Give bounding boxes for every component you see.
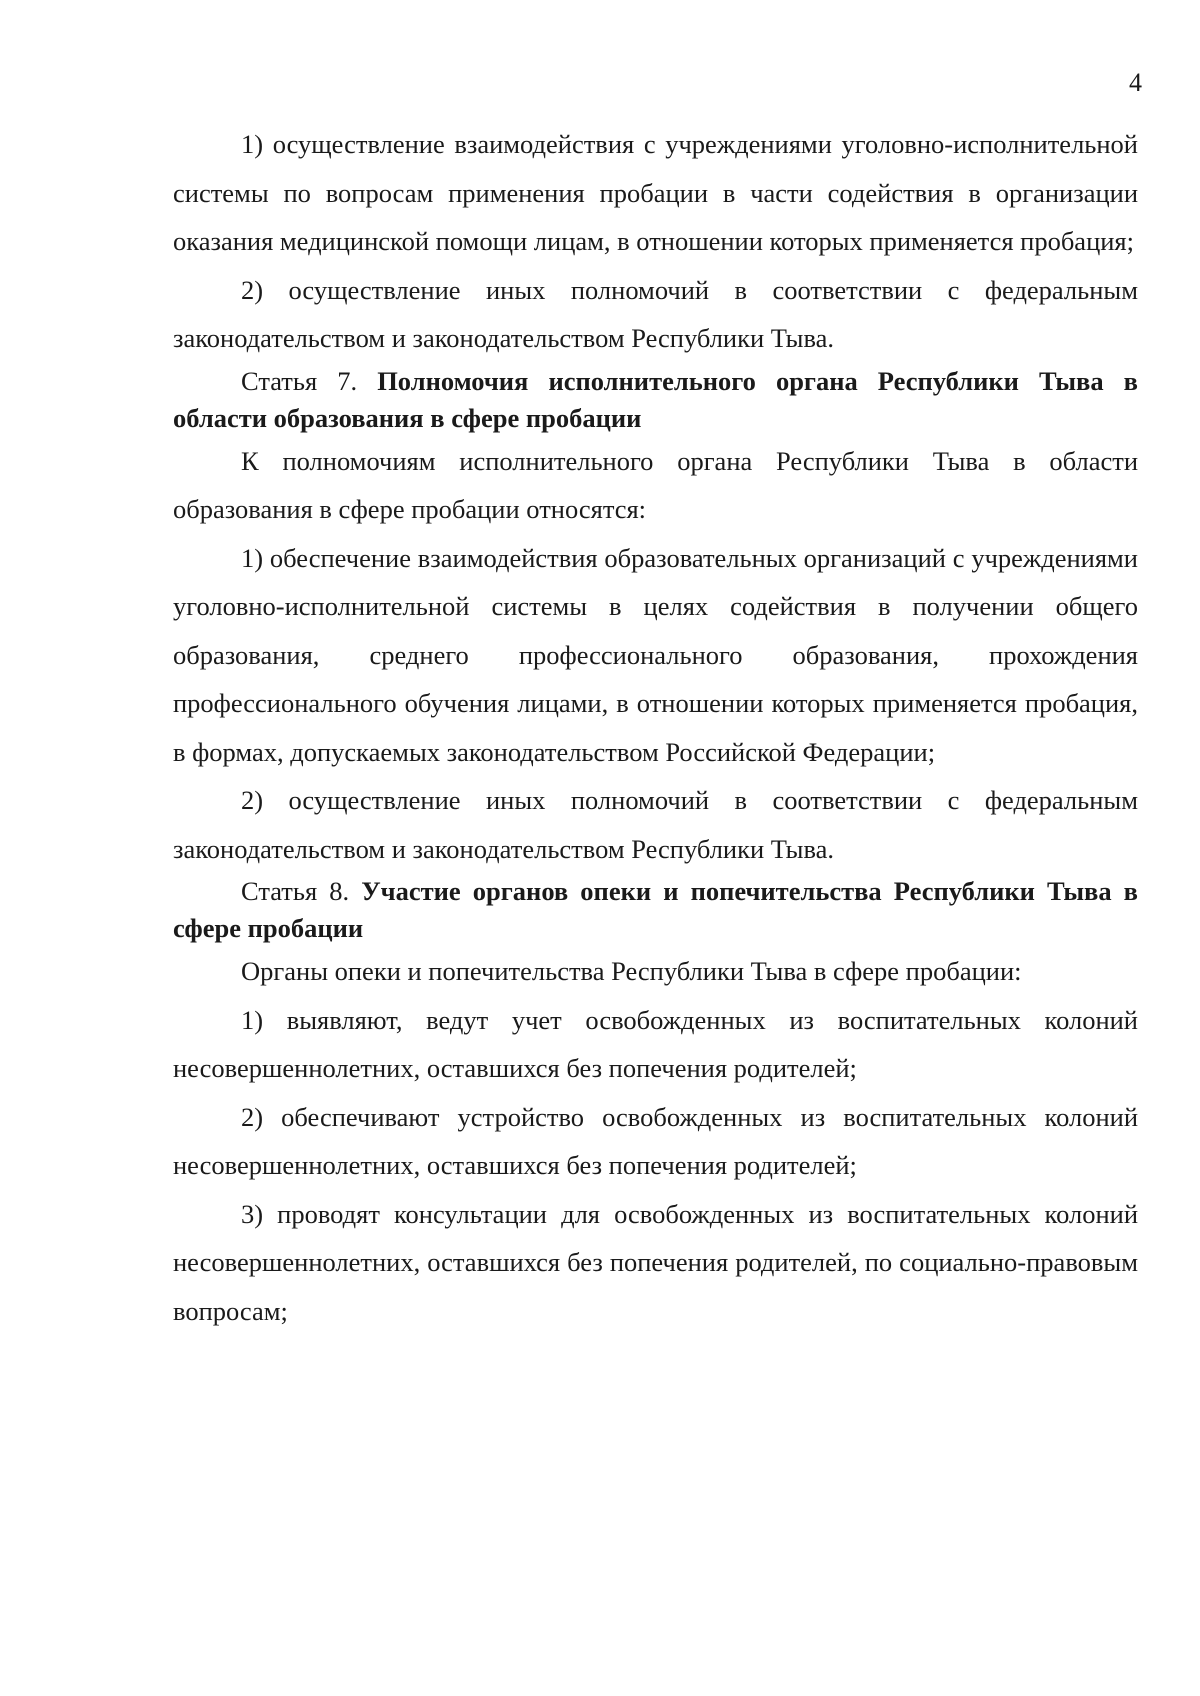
- paragraph: Органы опеки и попечительства Республики Тыва в сфере пробации:: [241, 956, 1022, 986]
- paragraph: К полномочиям исполнительного органа Республики Тыва в области образования в сфере пробации относятся:: [173, 445, 1138, 524]
- paragraph: 1) выявляют, ведут учет освобожденных из воспитательных колоний несовершеннолетних, оставшихся без попечения родителей;: [173, 1004, 1138, 1083]
- paragraph: 1) осуществление взаимодействия с учреждениями уголовно-исполнительной системы по вопросам применения пробации в части содействия в организации оказания медицинской помощи лицам, в отношении которых применяется пробация;: [173, 129, 1138, 256]
- article-label: Статья 7.: [241, 365, 378, 396]
- document-body: [173, 120, 1138, 1335]
- paragraph: 2) обеспечивают устройство освобожденных из воспитательных колоний несовершеннолетних, оставшихся без попечения родителей;: [173, 1101, 1138, 1180]
- article-title: Участие органов опеки и попечительства Республики Тыва в сфере пробации: [173, 876, 1138, 943]
- paragraph: 2) осуществление иных полномочий в соответствии с федеральным законодательством и законодательством Республики Тыва.: [173, 274, 1138, 353]
- page-number: 4: [1129, 68, 1142, 97]
- paragraph: 1) обеспечение взаимодействия образовательных организаций с учреждениями уголовно-исполнительной системы в целях содействия в получении общего образования, среднего профессионального образования, прохождения профессионального обучения лицами, в отношении которых применяется пробация, в формах, допускаемых законодательством Российской Федерации;: [173, 542, 1138, 767]
- article-label: Статья 8.: [241, 876, 362, 906]
- paragraph: 2) осуществление иных полномочий в соответствии с федеральным законодательством и законодательством Республики Тыва.: [173, 785, 1138, 864]
- article-heading: [173, 873, 1138, 947]
- paragraph: 3) проводят консультации для освобожденных из воспитательных колоний несовершеннолетних, оставшихся без попечения родителей, по социально-правовым вопросам;: [173, 1198, 1138, 1326]
- article-title: Полномочия исполнительного органа Республики Тыва в области образования в сфере пробации: [173, 365, 1138, 433]
- article-heading: [173, 363, 1138, 437]
